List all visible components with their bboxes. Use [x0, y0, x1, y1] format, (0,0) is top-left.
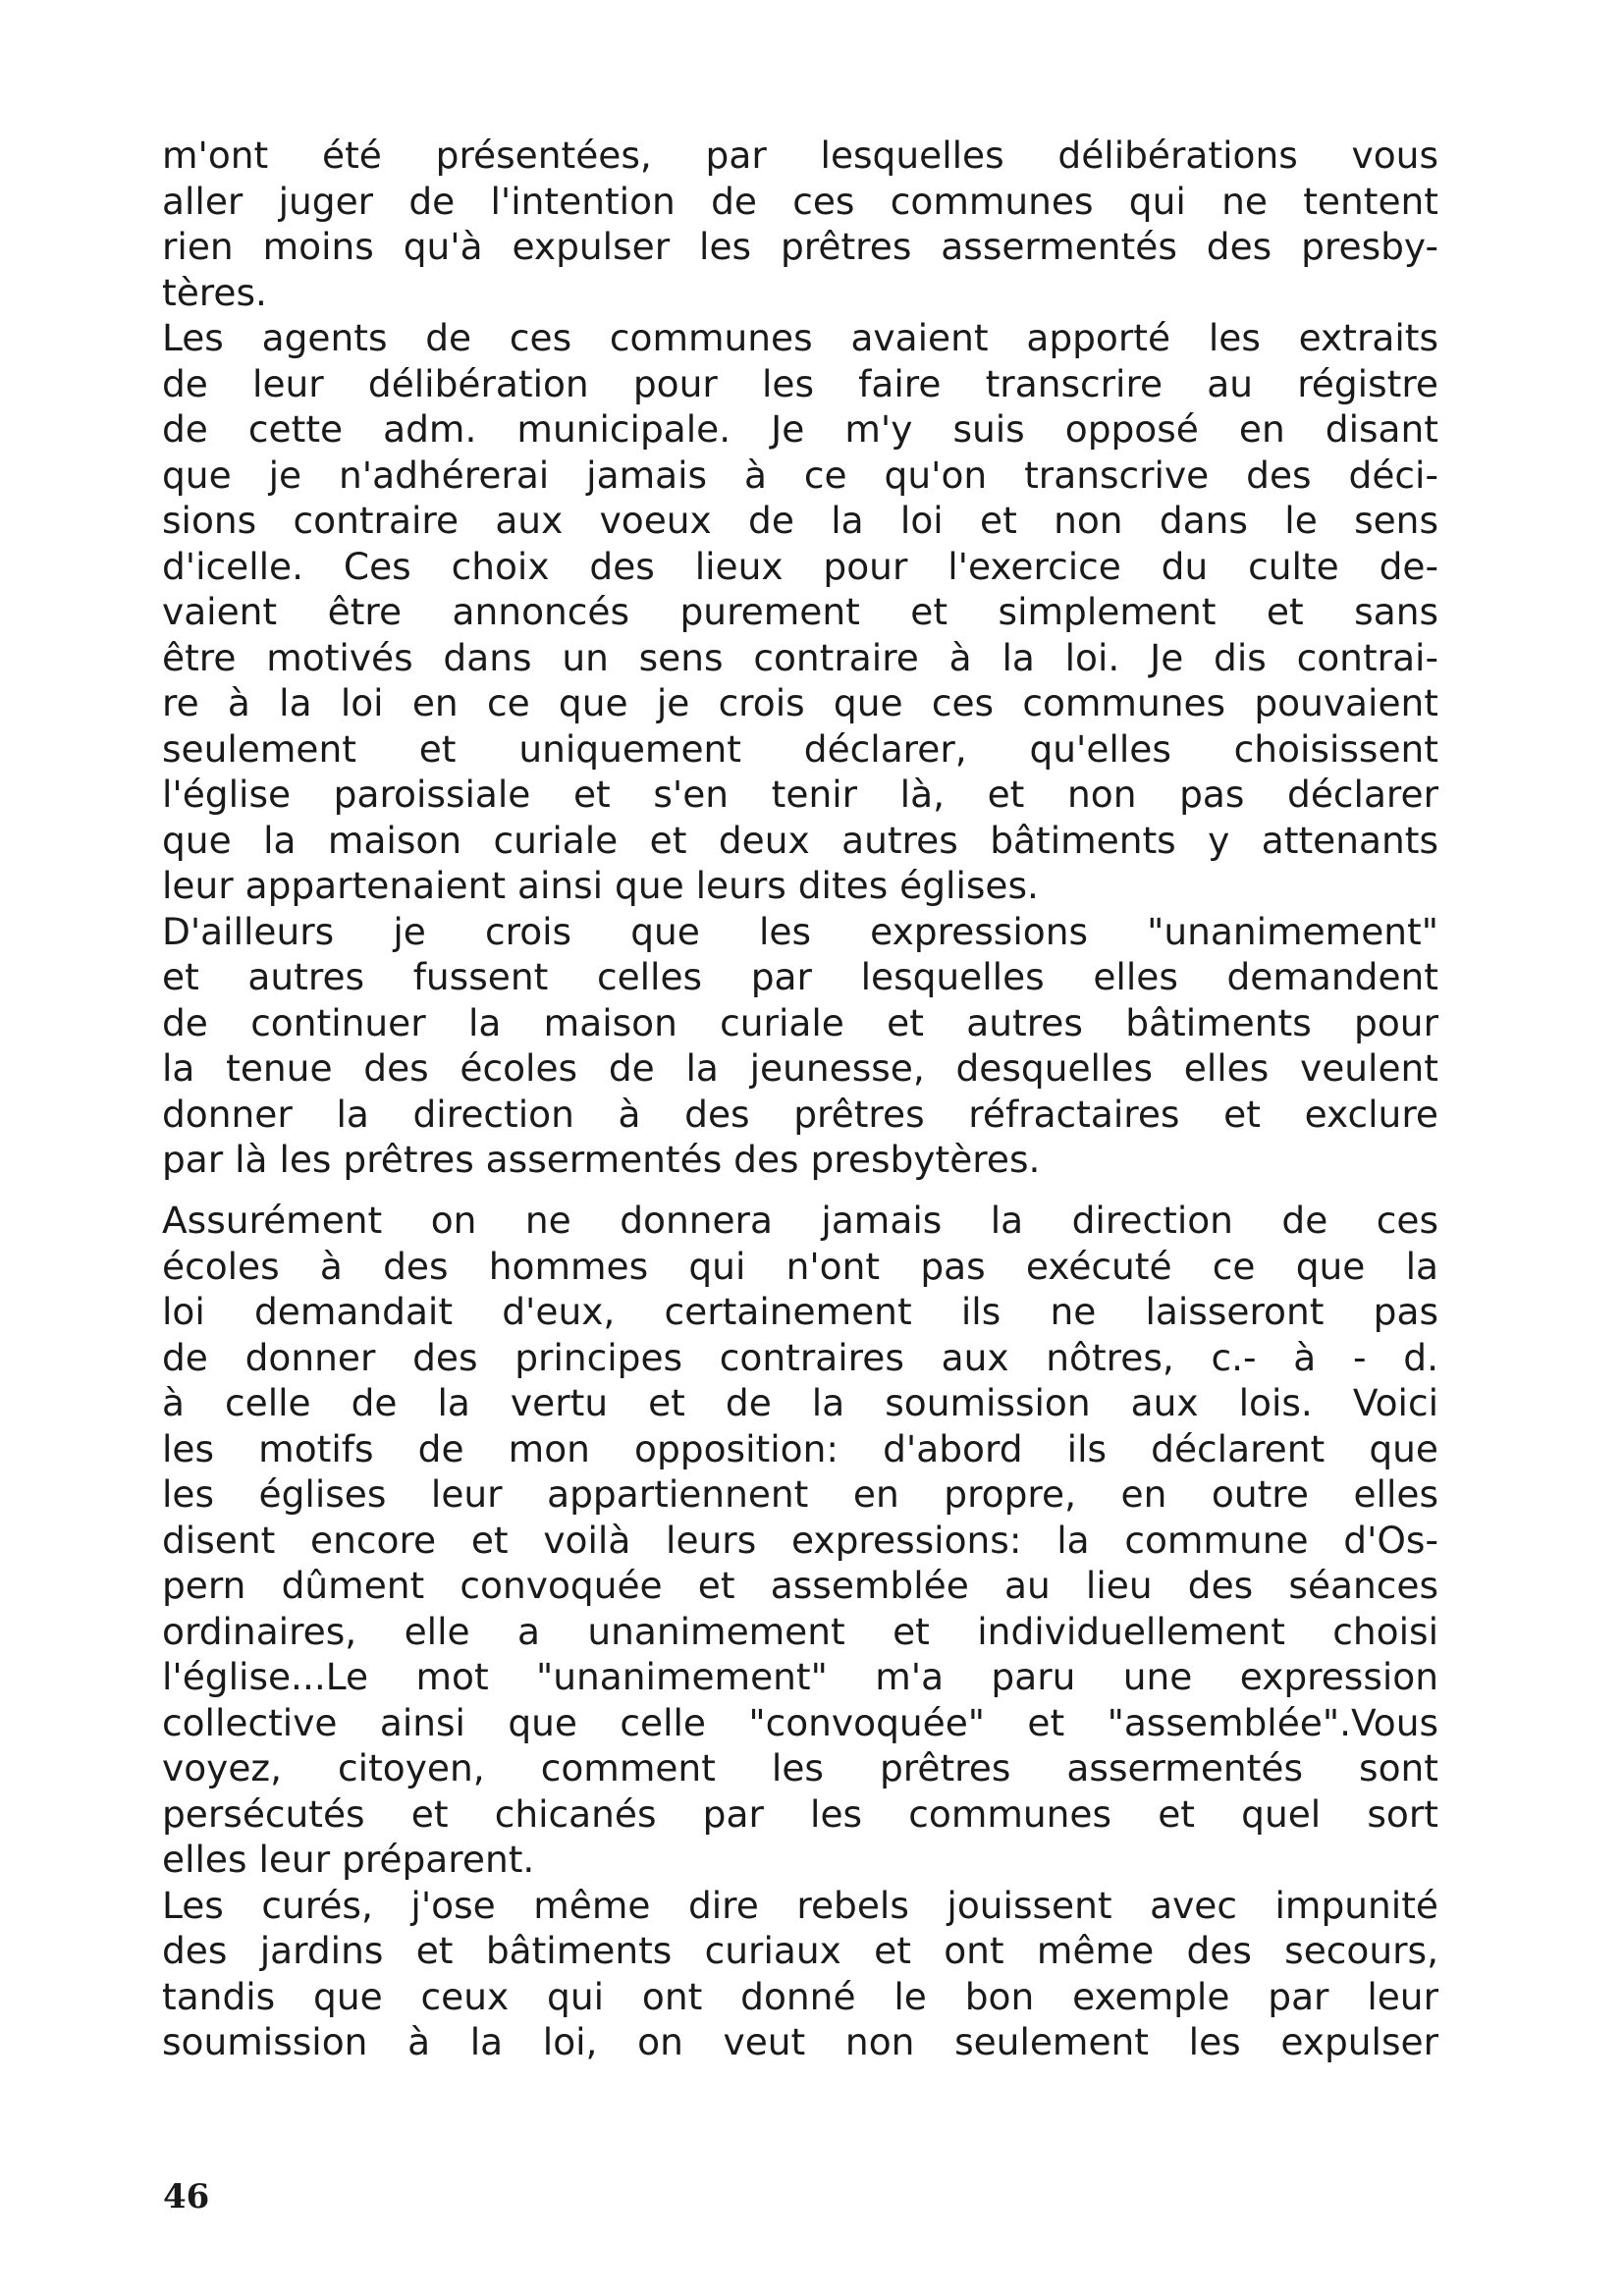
text-line: donner la direction à des prêtres réfractaires et exclure [162, 1092, 1438, 1136]
text-line: re à la loi en ce que je crois que ces communes pouvaient [162, 681, 1438, 724]
text-line: voyez, citoyen, comment les prêtres assermentés sont [162, 1746, 1438, 1789]
text-line: aller juger de l'intention de ces communes qui ne tentent [162, 179, 1438, 223]
text-line: de leur délibération pour les faire transcrire au régistre [162, 361, 1438, 405]
text-line: persécutés et chicanés par les communes et quel sort [162, 1791, 1438, 1836]
text-line: disent encore et voilà leurs expressions: la commune d'Os- [162, 1518, 1438, 1562]
text-line: de donner des principes contraires aux nôtres, c.- à - d. [162, 1335, 1438, 1379]
paragraph-5 [162, 1883, 1438, 2065]
text-line: tandis que ceux qui ont donné le bon exemple par leur [162, 1974, 1438, 2018]
text-line: être motivés dans un sens contraire à la loi. Je dis contrai- [162, 635, 1438, 679]
text-line: à celle de la vertu et de la soumission aux lois. Voici [162, 1381, 1438, 1424]
text-line: elles leur préparent. [162, 1838, 535, 1881]
text-line: d'icelle. Ces choix des lieux pour l'exercice du culte de- [162, 544, 1438, 588]
text-line: vaient être annoncés purement et simplement et sans [162, 590, 1438, 633]
text-line: rien moins qu'à expulser les prêtres assermentés des presby- [162, 225, 1438, 268]
text-line: par là les prêtres assermentés des presbytères. [162, 1138, 1041, 1181]
text-line: soumission à la loi, on veut non seulement les expulser [162, 2020, 1438, 2063]
text-line: Les curés, j'ose même dire rebels jouissent avec impunité [162, 1883, 1438, 1927]
text-line: les églises leur appartiennent en propre, en outre elles [162, 1472, 1438, 1516]
text-line: la tenue des écoles de la jeunesse, desquelles elles veulent [162, 1046, 1438, 1090]
text-line: que la maison curiale et deux autres bâtiments y attenants [162, 818, 1438, 862]
text-line: Les agents de ces communes avaient apporté les extraits [162, 316, 1438, 359]
body-text [162, 133, 1438, 1183]
text-line: de continuer la maison curiale et autres bâtiments pour [162, 1000, 1438, 1044]
text-line: écoles à des hommes qui n'ont pas exécuté ce que la [162, 1244, 1438, 1288]
paragraph-3 [162, 909, 1438, 1183]
text-line: que je n'adhérerai jamais à ce qu'on transcrive des déci- [162, 453, 1438, 497]
body-text-continued [162, 1198, 1438, 2065]
page-number: 46 [163, 2177, 210, 2216]
text-line: les motifs de mon opposition: d'abord ils déclarent que [162, 1426, 1438, 1470]
text-line: de cette adm. municipale. Je m'y suis opposé en disant [162, 407, 1438, 451]
text-line: leur appartenaient ainsi que leurs dites églises. [162, 864, 1039, 907]
paragraph-2 [162, 315, 1438, 909]
text-line: collective ainsi que celle "convoquée" et "assemblée".Vous [162, 1700, 1438, 1744]
text-line: seulement et uniquement déclarer, qu'elles choisissent [162, 726, 1438, 771]
text-line: des jardins et bâtiments curiaux et ont même des secours, [162, 1929, 1438, 1972]
paragraph-1 [162, 133, 1438, 315]
text-line: m'ont été présentées, par lesquelles délibérations vous [162, 133, 1438, 177]
text-line: et autres fussent celles par lesquelles elles demandent [162, 955, 1438, 998]
text-line: loi demandait d'eux, certainement ils ne laisseront pas [162, 1290, 1438, 1333]
text-line: sions contraire aux voeux de la loi et non dans le sens [162, 499, 1438, 542]
text-line: l'église paroissiale et s'en tenir là, et non pas déclarer [162, 773, 1438, 816]
text-line: pern dûment convoquée et assemblée au lieu des séances [162, 1564, 1438, 1607]
text-line: tères. [162, 270, 267, 314]
text-line: D'ailleurs je crois que les expressions "unanimement" [162, 909, 1438, 953]
paragraph-4 [162, 1198, 1438, 1883]
text-line: Assurément on ne donnera jamais la direction de ces [162, 1199, 1438, 1242]
text-line: ordinaires, elle a unanimement et individuellement choisi [162, 1609, 1438, 1653]
text-line: l'église...Le mot "unanimement" m'a paru une expression [162, 1655, 1438, 1698]
